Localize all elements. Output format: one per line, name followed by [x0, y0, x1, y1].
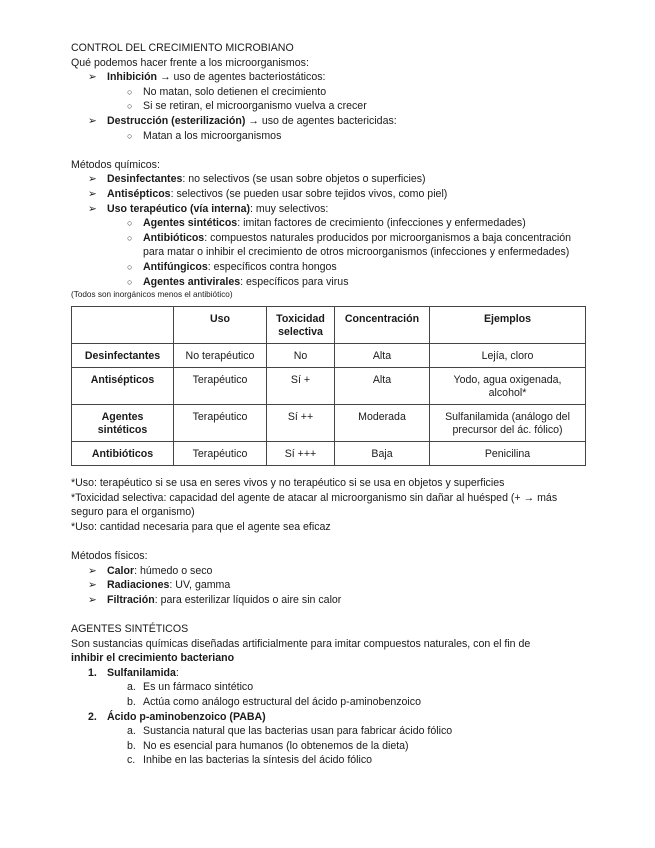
section-heading: AGENTES SINTÉTICOS — [71, 623, 189, 636]
list-item: ➢ Filtración: para esterilizar líquidos o aire sin calor — [88, 593, 342, 606]
table-cell: Lejía, cloro — [430, 344, 586, 368]
list-item: ○ Agentes sintéticos: imitan factores de crecimiento (infecciones y enfermedades) — [127, 217, 526, 230]
table-row — [72, 344, 586, 368]
list-item: 1. Sulfanilamida: — [88, 666, 179, 679]
footnote: *Uso: cantidad necesaria para que el agente sea eficaz — [71, 520, 331, 533]
list-item: ○ Matan a los microorganismos — [127, 129, 282, 142]
list-item: ➢ Antisépticos: selectivos (se pueden usar sobre tejidos vivos, como piel) — [88, 187, 448, 200]
list-item: ➢ Calor: húmedo o seco — [88, 564, 213, 577]
circle-bullet-icon: ○ — [127, 232, 133, 243]
list-item: ➢ Destrucción (esterilización) → uso de agentes bactericidas: — [88, 114, 397, 127]
arrow-bullet-icon: ➢ — [88, 173, 97, 186]
circle-bullet-icon: ○ — [127, 86, 133, 97]
section-heading: Métodos químicos: — [71, 158, 160, 171]
footnote: *Toxicidad selectiva: capacidad del agente de atacar al microorganismo sin dañar al huésped (+ → más seguro para el organismo) — [71, 491, 558, 519]
arrow-bullet-icon: ➢ — [88, 202, 97, 215]
section-heading: Métodos físicos: — [71, 550, 148, 563]
list-item: ○ No matan, solo detienen el crecimiento — [127, 85, 327, 98]
table-header-cell: Ejemplos — [430, 307, 586, 344]
arrow-bullet-icon: ➢ — [88, 593, 97, 606]
table-header-cell: Toxicidad selectiva — [267, 307, 335, 344]
table-header-row — [72, 307, 586, 344]
table-cell: Sí +++ — [267, 442, 335, 466]
arrow-bullet-icon: ➢ — [88, 71, 97, 84]
page-title: CONTROL DEL CRECIMIENTO MICROBIANO — [71, 42, 294, 54]
list-item: b. Actúa como análogo estructural del ácido p-aminobenzoico — [127, 696, 421, 708]
table-cell: Agentes sintéticos — [72, 405, 174, 442]
table-cell: No terapéutico — [174, 344, 267, 368]
intro-text: Qué podemos hacer frente a los microorganismos: — [71, 56, 309, 69]
table-cell: Antibióticos — [72, 442, 174, 466]
document-page — [71, 41, 591, 768]
table-header-cell — [72, 307, 174, 344]
paragraph-text: inhibir el crecimiento bacteriano — [71, 652, 235, 665]
list-item: ➢ Inhibición → uso de agentes bacteriostáticos: — [88, 71, 326, 84]
list-item: c. Inhibe en las bacterias la síntesis del ácido fólico — [127, 754, 373, 767]
table-cell: No — [267, 344, 335, 368]
table-cell: Moderada — [335, 405, 430, 442]
comparison-table — [71, 306, 586, 466]
list-item: ➢ Uso terapéutico (vía interna): muy selectivos: — [88, 202, 329, 215]
table-row — [72, 368, 586, 405]
list-item: ○ Antibióticos: compuestos naturales producidos por microorganismos a baja concentración para matar o inhibir el crecimiento de otros microorganismos (infecciones y enfermedades) — [127, 231, 572, 259]
table-cell: Terapéutico — [174, 405, 267, 442]
arrow-bullet-icon: ➢ — [88, 187, 97, 200]
table-row — [72, 405, 586, 442]
list-item: 2. Ácido p-aminobenzoico (PABA) — [88, 710, 266, 723]
list-item: ➢ Radiaciones: UV, gamma — [88, 579, 231, 592]
circle-bullet-icon: ○ — [127, 101, 133, 112]
circle-bullet-icon: ○ — [127, 130, 133, 141]
footnote: *Uso: terapéutico si se usa en seres vivos y no terapéutico si se usa en objetos y superficies — [71, 477, 505, 490]
table-cell: Sulfanilamida (análogo del precursor del ác. fólico) — [430, 405, 586, 442]
table-cell: Penicilina — [430, 442, 586, 466]
circle-bullet-icon: ○ — [127, 276, 133, 287]
table-header-cell: Concentración — [335, 307, 430, 344]
arrow-bullet-icon: ➢ — [88, 579, 97, 592]
list-item: b. No es esencial para humanos (lo obtenemos de la dieta) — [127, 739, 409, 752]
table-cell: Terapéutico — [174, 442, 267, 466]
note-text: (Todos son inorgánicos menos el antibiótico) — [71, 290, 233, 300]
list-item: ➢ Desinfectantes: no selectivos (se usan sobre objetos o superficies) — [88, 173, 426, 186]
arrow-bullet-icon: ➢ — [88, 114, 97, 127]
paragraph-text: Son sustancias químicas diseñadas artificialmente para imitar compuestos naturales, con el fin de — [71, 637, 531, 650]
table-cell: Baja — [335, 442, 430, 466]
table-cell: Terapéutico — [174, 368, 267, 405]
list-item: a. Sustancia natural que las bacterias usan para fabricar ácido fólico — [127, 725, 453, 738]
circle-bullet-icon: ○ — [127, 218, 133, 229]
list-item: a. Es un fármaco sintético — [127, 681, 254, 694]
table-cell: Alta — [335, 344, 430, 368]
list-item: ○ Antifúngicos: específicos contra hongos — [127, 260, 337, 273]
table-cell: Yodo, agua oxigenada, alcohol* — [430, 368, 586, 405]
table-cell: Antisépticos — [72, 368, 174, 405]
table-cell: Desinfectantes — [72, 344, 174, 368]
table-row — [72, 442, 586, 466]
table-cell: Alta — [335, 368, 430, 405]
circle-bullet-icon: ○ — [127, 261, 133, 272]
table-header-cell: Uso — [174, 307, 267, 344]
table-cell: Sí + — [267, 368, 335, 405]
list-item: ○ Agentes antivirales: específicos para virus — [127, 275, 349, 288]
arrow-bullet-icon: ➢ — [88, 564, 97, 577]
table-cell: Sí ++ — [267, 405, 335, 442]
list-item: ○ Si se retiran, el microorganismo vuelva a crecer — [127, 100, 367, 113]
